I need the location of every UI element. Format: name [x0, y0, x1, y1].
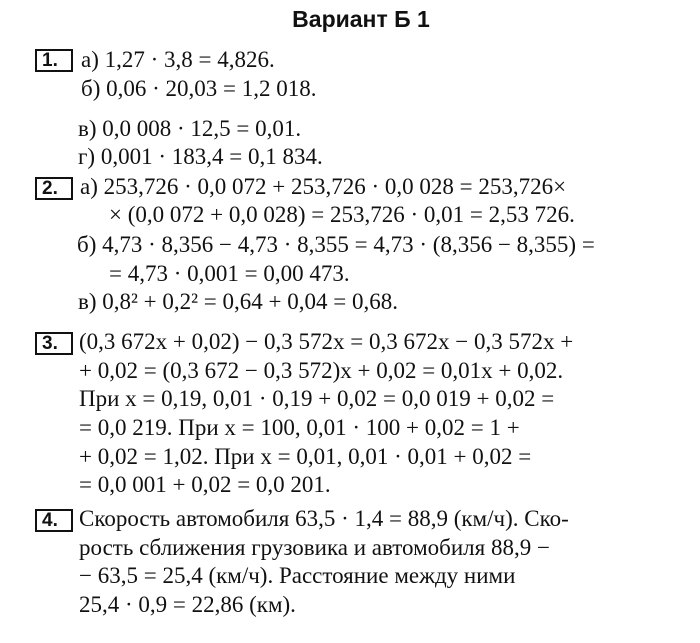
problem-2-line-c: в) 0,8² + 0,2² = 0,64 + 0,04 = 0,68. — [78, 289, 398, 314]
problem-3-line-1: (0,3 672x + 0,02) − 0,3 572x = 0,3 672x − 0,3 572x + — [79, 329, 574, 354]
problem-1-line-b: б) 0,06 · 20,03 = 1,2 018. — [81, 76, 317, 101]
problem-3-line-3: При x = 0,19, 0,01 · 0,19 + 0,02 = 0,0 019 + 0,02 = — [79, 386, 555, 411]
problem-number-1: 1. — [35, 49, 73, 72]
page-title: Вариант Б 1 — [292, 6, 430, 32]
problem-number-3: 3. — [35, 332, 73, 355]
problem-3-line-4: = 0,0 219. При x = 100, 0,01 · 100 + 0,02 = 1 + — [79, 415, 520, 440]
problem-number-4: 4. — [35, 509, 73, 532]
problem-1-line-c: в) 0,0 008 · 12,5 = 0,01. — [78, 116, 302, 141]
problem-4-line-1: Скорость автомобиля 63,5 · 1,4 = 88,9 (км/ч). Ско- — [79, 506, 569, 531]
problem-1-line-d: г) 0,001 · 183,4 = 0,1 834. — [78, 144, 323, 169]
problem-2-line-b1: б) 4,73 · 8,356 − 4,73 · 8,355 = 4,73 · (8,356 − 8,355) = — [77, 232, 595, 257]
problem-number-2: 2. — [35, 177, 73, 200]
problem-3-line-5: + 0,02 = 1,02. При x = 0,01, 0,01 · 0,01 + 0,02 = — [79, 444, 532, 469]
problem-3-line-6: = 0,0 001 + 0,02 = 0,0 201. — [79, 472, 331, 497]
problem-4-line-3: − 63,5 = 25,4 (км/ч). Расстояние между ними — [79, 563, 516, 588]
problem-3-line-2: + 0,02 = (0,3 672 − 0,3 572)x + 0,02 = 0,01x + 0,02. — [79, 358, 564, 383]
problem-4-line-4: 25,4 · 0,9 = 22,86 (км). — [79, 592, 296, 617]
problem-2-line-a1: а) 253,726 · 0,0 072 + 253,726 · 0,0 028 = 253,726× — [80, 174, 567, 199]
problem-2-line-b2: = 4,73 · 0,001 = 0,00 473. — [109, 261, 350, 286]
problem-4-line-2: рость сближения грузовика и автомобиля 88,9 − — [79, 535, 550, 560]
problem-1-line-a: а) 1,27 · 3,8 = 4,826. — [81, 47, 275, 72]
problem-2-line-a2: × (0,0 072 + 0,0 028) = 253,726 · 0,01 = 2,53 726. — [109, 202, 575, 227]
